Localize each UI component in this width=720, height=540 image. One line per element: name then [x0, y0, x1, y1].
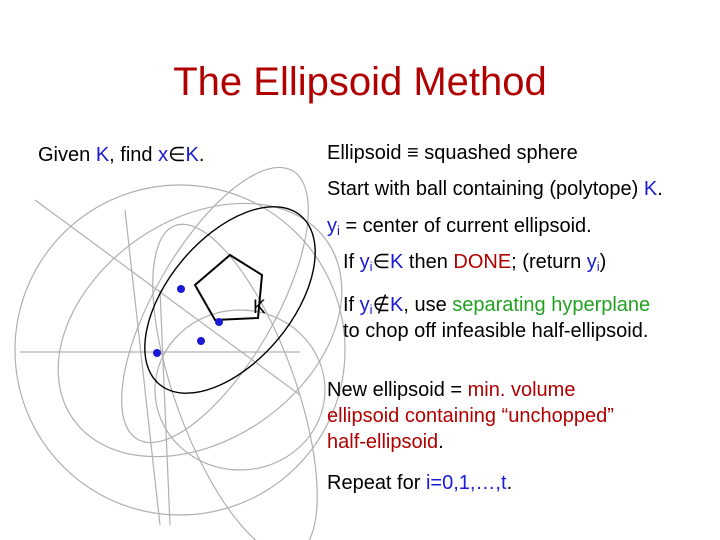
- new-ellipsoid-line-2: ellipsoid containing “unchopped”: [327, 405, 614, 427]
- new-ellipsoid-line-1: New ellipsoid = min. volume: [327, 379, 576, 401]
- hyperplane-4: [160, 290, 170, 525]
- ellipsoid-grey-1: [10, 151, 390, 509]
- ellipsoid-grey-2: [119, 205, 351, 540]
- center-point: [177, 285, 185, 293]
- center-point: [215, 318, 223, 326]
- new-ellipsoid-line-3: half-ellipsoid.: [327, 431, 444, 453]
- center-line: $y_i$ = center of current ellipsoid.: [327, 215, 592, 238]
- start-line: Start with ball containing (polytope) K.: [327, 178, 663, 200]
- ellipsoid-definition: Ellipsoid ≡ squashed sphere: [327, 142, 578, 164]
- if-notin-line: If $y_i\notin K$, use separating hyperplane: [343, 294, 651, 317]
- given-line: Given K, find x∈K.: [38, 144, 205, 166]
- ellipsoid-grey-3: [86, 141, 345, 469]
- center-point: [197, 337, 205, 345]
- slide-title: The Ellipsoid Method: [173, 60, 547, 104]
- repeat-line: Repeat for i=0,1,…,t.: [327, 472, 513, 494]
- initial-ball: [15, 185, 345, 515]
- k-label: K: [253, 297, 266, 318]
- center-point: [153, 349, 161, 357]
- ellipsoid-grey-4: [155, 310, 325, 470]
- if-notin-line-2: to chop off infeasible half-ellipsoid.: [343, 320, 649, 342]
- if-in-line: If $y_i\in K$ then DONE; (return $y_i$): [343, 251, 607, 274]
- current-ellipsoid: [112, 176, 348, 424]
